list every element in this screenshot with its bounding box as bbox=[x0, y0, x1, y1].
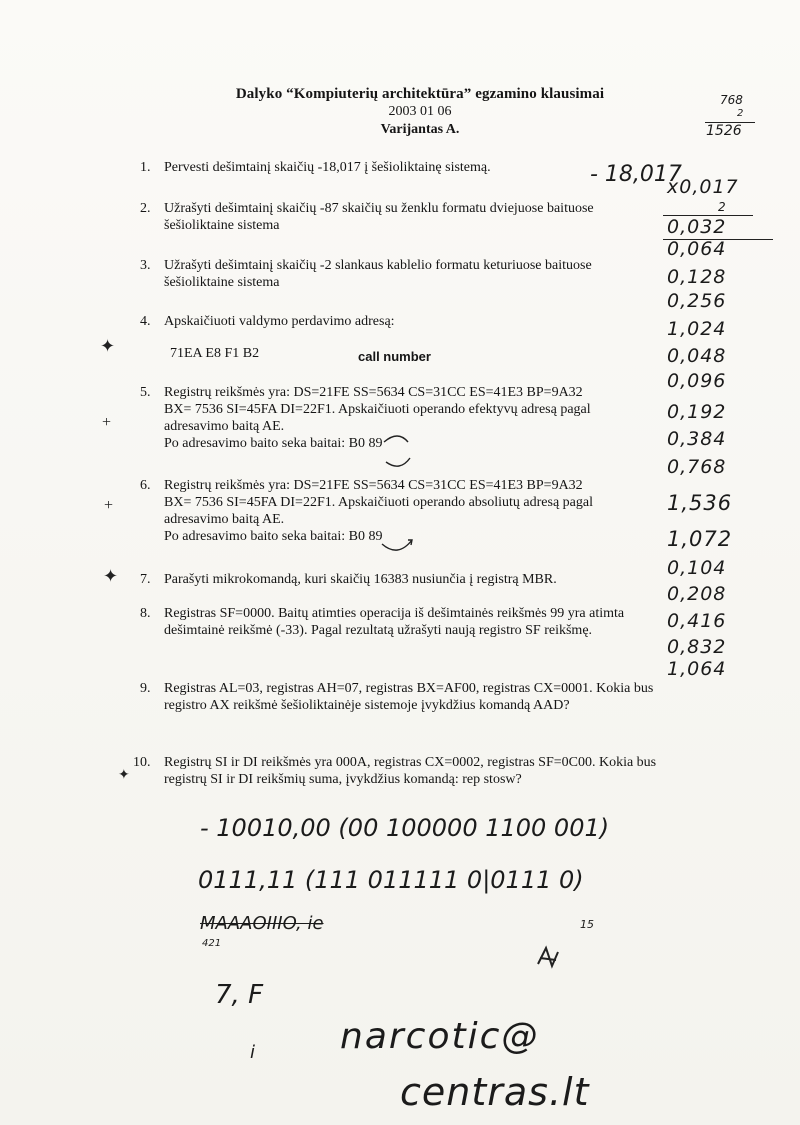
margin-mark-q4: ✦ bbox=[100, 336, 116, 356]
hw-calc-1526: 1526 bbox=[706, 123, 742, 139]
hw-col-16: 0,416 bbox=[667, 610, 727, 632]
exam-header bbox=[200, 86, 640, 138]
hw-col-0: x0,017 bbox=[667, 176, 739, 198]
arrow-q6-icon bbox=[378, 524, 418, 556]
hw-col-18: 1,064 bbox=[667, 658, 727, 680]
scribble-icon bbox=[534, 944, 562, 972]
hw-col-2: 0,032 bbox=[667, 216, 727, 238]
arrow-q5-icon bbox=[380, 432, 416, 472]
hw-note-i: i bbox=[250, 1042, 256, 1063]
question-1: 1. Pervesti dešimtainį skaičių -18,017 į šešioliktainę sistemą. bbox=[140, 160, 491, 175]
hw-col-5: 0,256 bbox=[667, 290, 727, 312]
hw-col-9: 0,192 bbox=[667, 401, 727, 423]
hw-col-1: 2 bbox=[718, 200, 727, 214]
hw-col-11: 0,768 bbox=[667, 456, 727, 478]
exam-variant: Varijantas A. bbox=[380, 122, 460, 137]
hw-col-10: 0,384 bbox=[667, 428, 727, 450]
hw-q1-answer: - 18,017 bbox=[590, 162, 682, 187]
hw-col-8: 0,096 bbox=[667, 370, 727, 392]
hw-col-7: 0,048 bbox=[667, 345, 727, 367]
question-7: 7. Parašyti mikrokomandą, kuri skaičių 16383 nusiunčia į registrą MBR. bbox=[140, 572, 557, 587]
question-5: 5. Registrų reikšmės yra: DS=21FE SS=5634 CS=31CC ES=41E3 BP=9A32 BX= 7536 SI=45FA DI=22F1. Apskaičiuoti operando efektyvų adresą pagal adresavimo baitą AE. Po adresavimo baito seka baitai: B0 89 bbox=[140, 385, 591, 451]
question-8: 8. Registras SF=0000. Baitų atimties operacija iš dešimtainės reikšmės 99 yra atimta dešimtainė reikšmė (-33). Pagal rezultatą užrašyti naują registro SF reikšmę. bbox=[140, 606, 625, 638]
hw-tiny-421: 421 bbox=[202, 938, 222, 949]
hw-col-13: 1,072 bbox=[667, 527, 733, 551]
hw-col-12: 1,536 bbox=[667, 491, 733, 515]
hw-col-17: 0,832 bbox=[667, 636, 727, 658]
hw-subscript-15: 15 bbox=[580, 918, 594, 931]
hw-calc-2: 2 bbox=[737, 108, 744, 119]
question-6: 6. Registrų reikšmės yra: DS=21FE SS=5634 CS=31CC ES=41E3 BP=9A32 BX= 7536 SI=45FA DI=22F1. Apskaičiuoti operando absoliutų adresą pagal adresavimo baitą AE. Po adresavimo baito seka baitai: B0 89 bbox=[140, 478, 593, 544]
hw-col-14: 0,104 bbox=[667, 557, 727, 579]
exam-date: 2003 01 06 bbox=[388, 104, 452, 119]
hw-line-a: - 10010,00 (00 100000 1100 001) bbox=[200, 814, 610, 842]
hw-line-b: 0111,11 (111 011111 0|0111 0) bbox=[198, 866, 584, 894]
signature-line-2: centras.lt bbox=[400, 1070, 590, 1114]
margin-mark-q10: ✦ bbox=[118, 768, 130, 783]
hw-col-6: 1,024 bbox=[667, 318, 727, 340]
exam-title: Dalyko “Kompiuterių architektūra” egzamino klausimai bbox=[235, 86, 605, 102]
hw-note-7f: 7, F bbox=[215, 980, 264, 1010]
question-4-code: 71EA E8 F1 B2 bbox=[170, 346, 260, 361]
question-2: 2. Užrašyti dešimtainį skaičių -87 skaičių su ženklu formatu dviejuose baituose šešioliktaine sistema bbox=[140, 201, 594, 233]
question-4: 4. Apskaičiuoti valdymo perdavimo adresą: bbox=[140, 314, 395, 329]
margin-mark-q7: ✦ bbox=[103, 566, 119, 586]
hw-col-4: 0,128 bbox=[667, 266, 727, 288]
hw-col-3: 0,064 bbox=[667, 238, 727, 260]
question-9: 9. Registras AL=03, registras AH=07, registras BX=AF00, registras CX=0001. Kokia bus registro AX reikšmė šešioliktainėje sistemoje įvykdžius komandą AAD? bbox=[140, 681, 654, 713]
hw-calc-768: 768 bbox=[720, 93, 743, 107]
question-4-note: call number bbox=[358, 349, 431, 364]
question-3: 3. Užrašyti dešimtainį skaičių -2 slankaus kablelio formatu keturiuose baituose šešioliktaine sistema bbox=[140, 258, 592, 290]
margin-mark-q6: + bbox=[104, 497, 114, 514]
margin-mark-q5: + bbox=[102, 414, 112, 431]
hw-col-15: 0,208 bbox=[667, 583, 727, 605]
question-10: 10. Registrų SI ir DI reikšmės yra 000A, registras CX=0002, registras SF=0C00. Kokia bus registrų SI ir DI reikšmių suma, įvykdžius komandą: rep stosw? bbox=[133, 755, 657, 787]
hw-struck: MAAAOIIIO, ie bbox=[200, 913, 324, 934]
signature-line-1: narcotic@ bbox=[340, 1016, 540, 1057]
